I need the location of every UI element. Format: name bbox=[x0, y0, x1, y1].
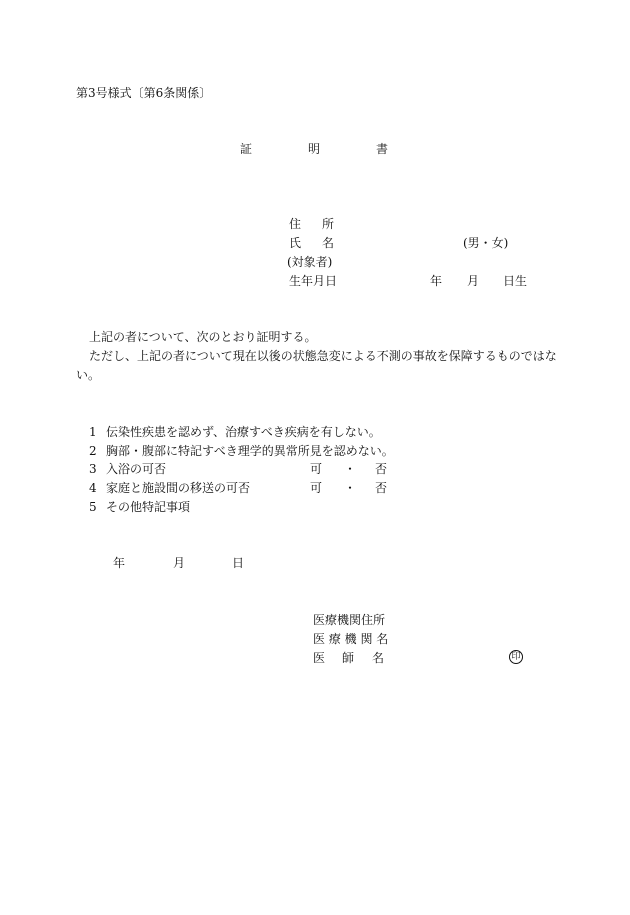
institution-name-label: 医 療 機 関 名 bbox=[313, 632, 389, 646]
birth-month: 月 bbox=[467, 274, 480, 288]
item-text: 入浴の可否 bbox=[106, 462, 167, 476]
doctor-name-label: 名 bbox=[372, 651, 385, 665]
option-no: 否 bbox=[375, 481, 388, 495]
seal-icon: 印 bbox=[509, 650, 523, 664]
item-number: 2 bbox=[89, 444, 97, 458]
doctor-name-label: 師 bbox=[342, 651, 355, 665]
name-label: 名 bbox=[322, 236, 335, 250]
title-char: 明 bbox=[308, 142, 321, 156]
statement-line: ただし、上記の者について現在以後の状態急変による不測の事故を保障するものではな bbox=[89, 349, 557, 363]
item-text: 家庭と施設間の移送の可否 bbox=[106, 481, 251, 495]
gender-choice: (男・女) bbox=[463, 236, 509, 250]
form-number: 第3号様式〔第6条関係〕 bbox=[76, 86, 212, 100]
target-note: (対象者) bbox=[287, 255, 333, 269]
date-month: 月 bbox=[173, 556, 186, 570]
title-char: 証 bbox=[240, 142, 253, 156]
item-text: 胸部・腹部に特記すべき理学的異常所見を認めない。 bbox=[106, 444, 394, 458]
address-label: 住 bbox=[289, 217, 302, 231]
statement-line: い。 bbox=[76, 368, 101, 382]
doctor-name-label: 医 bbox=[313, 651, 326, 665]
item-text: 伝染性疾患を認めず、治療すべき疾病を有しない。 bbox=[106, 425, 381, 439]
date-year: 年 bbox=[113, 556, 126, 570]
name-label: 氏 bbox=[289, 236, 302, 250]
item-number: 4 bbox=[89, 481, 97, 495]
item-number: 3 bbox=[89, 462, 97, 476]
item-number: 5 bbox=[89, 500, 97, 514]
date-day: 日 bbox=[232, 556, 245, 570]
birth-year: 年 bbox=[430, 274, 443, 288]
item-number: 1 bbox=[89, 425, 97, 439]
address-label: 所 bbox=[322, 217, 335, 231]
option-separator: ・ bbox=[344, 481, 357, 495]
birth-day: 日生 bbox=[503, 274, 528, 288]
item-text: その他特記事項 bbox=[106, 500, 191, 514]
option-yes: 可 bbox=[310, 481, 323, 495]
title-char: 書 bbox=[376, 142, 389, 156]
statement-line: 上記の者について、次のとおり証明する。 bbox=[89, 330, 317, 344]
institution-address-label: 医療機関住所 bbox=[313, 613, 386, 627]
option-yes: 可 bbox=[310, 462, 323, 476]
option-no: 否 bbox=[375, 462, 388, 476]
birthdate-label: 生年月日 bbox=[289, 274, 338, 288]
option-separator: ・ bbox=[344, 462, 357, 476]
